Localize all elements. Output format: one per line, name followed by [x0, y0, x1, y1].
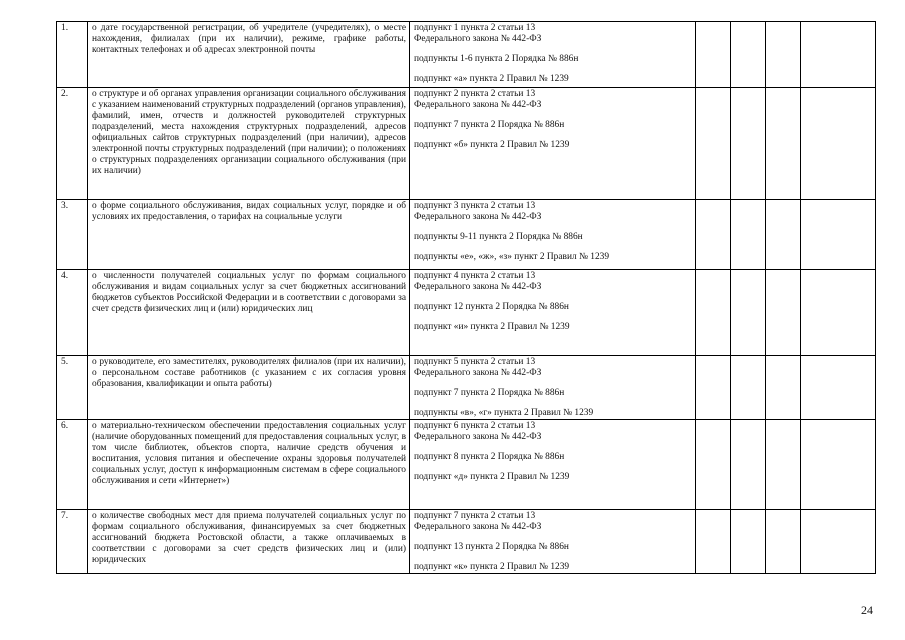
reference-line: подпункты «в», «г» пункта 2 Правил № 1239	[414, 408, 594, 418]
requirement-text: о структуре и об органах управления организации социального обслуживания с указанием наименований структурных подразделений (органов управления), фамилий, имен, отчеств и должностей руководителей структурных подразделений, места нахождения структурных подразделений, адресов официальных сайтов структурных подразделений (при наличии), адресов электронной почты структурных подразделений (при наличии); о положениях о структурных подразделениях организации социального обслуживания (при их наличии)	[92, 89, 406, 176]
table-row	[57, 88, 876, 200]
requirement-description	[88, 200, 410, 270]
empty-cell	[731, 510, 766, 574]
legal-reference	[410, 356, 696, 420]
reference-line: подпункт 12 пункта 2 Порядка № 886н	[414, 302, 569, 312]
reference-line: подпункт «б» пункта 2 Правил № 1239	[414, 140, 570, 150]
empty-cell	[731, 270, 766, 356]
requirement-description	[88, 356, 410, 420]
empty-cell	[696, 22, 731, 88]
empty-cell	[696, 356, 731, 420]
requirement-description	[88, 22, 410, 88]
requirement-description	[88, 270, 410, 356]
legal-reference	[410, 270, 696, 356]
empty-cell	[801, 88, 876, 200]
document-table	[56, 21, 876, 574]
requirement-text: о количестве свободных мест для приема получателей социальных услуг по формам социального обслуживания, финансируемых за счет бюджетных ассигнований бюджета Ростовской области, а также оплачиваемых в соответствии с договорами за счет средств физических лиц и (или) юридических	[92, 511, 406, 565]
reference-line: подпункт 13 пункта 2 Порядка № 886н	[414, 542, 569, 552]
reference-line: Федерального закона № 442-ФЗ	[414, 34, 542, 44]
reference-line: подпункт «к» пункта 2 Правил № 1239	[414, 562, 570, 572]
reference-line: подпункт 6 пункта 2 статьи 13	[414, 421, 536, 431]
row-number: 3.	[57, 200, 88, 270]
reference-line: подпункт 3 пункта 2 статьи 13	[414, 201, 536, 211]
legal-reference	[410, 200, 696, 270]
reference-line: Федерального закона № 442-ФЗ	[414, 212, 542, 222]
requirement-description	[88, 88, 410, 200]
reference-line: подпункт 7 пункта 2 Порядка № 886н	[414, 388, 565, 398]
table-row	[57, 356, 876, 420]
requirement-text: о материально-техническом обеспечении предоставления социальных услуг (наличие оборудованных помещений для предоставления социальных услуг, в том числе библиотек, объектов спорта, наличие средств обучения и воспитания, условия питания и обеспечение охраны здоровья получателей социальных услуг, доступ к информационным системам в сфере социального обслуживания и сети «Интернет»)	[92, 421, 406, 486]
reference-line: Федерального закона № 442-ФЗ	[414, 368, 542, 378]
empty-cell	[731, 88, 766, 200]
empty-cell	[801, 510, 876, 574]
empty-cell	[731, 22, 766, 88]
reference-line: подпункт 1 пункта 2 статьи 13	[414, 23, 536, 33]
reference-line: подпункты 9-11 пункта 2 Порядка № 886н	[414, 232, 583, 242]
table-row	[57, 22, 876, 88]
empty-cell	[766, 420, 801, 510]
row-number: 6.	[57, 420, 88, 510]
legal-reference	[410, 22, 696, 88]
empty-cell	[766, 510, 801, 574]
reference-line: подпункт 7 пункта 2 статьи 13	[414, 511, 536, 521]
empty-cell	[801, 200, 876, 270]
requirement-text: о форме социального обслуживания, видах социальных услуг, порядке и об условиях их предоставления, о тарифах на социальные услуги	[92, 201, 406, 222]
empty-cell	[731, 200, 766, 270]
row-number: 5.	[57, 356, 88, 420]
reference-line: Федерального закона № 442-ФЗ	[414, 522, 542, 532]
table-row	[57, 510, 876, 574]
legal-reference	[410, 88, 696, 200]
reference-line: подпункт «д» пункта 2 Правил № 1239	[414, 472, 570, 482]
reference-line: подпункты 1-6 пункта 2 Порядка № 886н	[414, 54, 579, 64]
reference-line: подпункт 8 пункта 2 Порядка № 886н	[414, 452, 565, 462]
reference-line: подпункт 4 пункта 2 статьи 13	[414, 271, 536, 281]
empty-cell	[766, 200, 801, 270]
empty-cell	[696, 420, 731, 510]
requirement-text: о руководителе, его заместителях, руководителях филиалов (при их наличии), о персональном составе работников (с указанием с их согласия уровня образования, квалификации и опыта работы)	[92, 357, 406, 389]
reference-line: подпункты «е», «ж», «з» пункт 2 Правил № 1239	[414, 252, 610, 262]
reference-line: Федерального закона № 442-ФЗ	[414, 100, 542, 110]
row-number: 2.	[57, 88, 88, 200]
reference-line: подпункт 2 пункта 2 статьи 13	[414, 89, 536, 99]
requirement-description	[88, 420, 410, 510]
table-row	[57, 420, 876, 510]
reference-line: подпункт 7 пункта 2 Порядка № 886н	[414, 120, 565, 130]
empty-cell	[766, 270, 801, 356]
empty-cell	[766, 356, 801, 420]
empty-cell	[766, 88, 801, 200]
empty-cell	[801, 356, 876, 420]
requirement-text: о дате государственной регистрации, об учредителе (учредителях), о месте нахождения, филиалах (при их наличии), режиме, графике работы, контактных телефонах и об адресах электронной почты	[92, 23, 406, 55]
empty-cell	[696, 510, 731, 574]
empty-cell	[766, 22, 801, 88]
page-number: 24	[861, 603, 873, 617]
requirement-description	[88, 510, 410, 574]
empty-cell	[696, 200, 731, 270]
row-number: 7.	[57, 510, 88, 574]
reference-line: подпункт «а» пункта 2 Правил № 1239	[414, 74, 569, 84]
empty-cell	[731, 420, 766, 510]
reference-line: Федерального закона № 442-ФЗ	[414, 282, 542, 292]
legal-reference	[410, 420, 696, 510]
reference-line: подпункт 5 пункта 2 статьи 13	[414, 357, 536, 367]
reference-line: подпункт «и» пункта 2 Правил № 1239	[414, 322, 570, 332]
empty-cell	[731, 356, 766, 420]
table-row	[57, 200, 876, 270]
empty-cell	[696, 88, 731, 200]
table-row	[57, 270, 876, 356]
empty-cell	[801, 420, 876, 510]
reference-line: Федерального закона № 442-ФЗ	[414, 432, 542, 442]
requirement-text: о численности получателей социальных услуг по формам социального обслуживания и видам социальных услуг за счет бюджетных ассигнований бюджетов субъектов Российской Федерации и в соответствии с договорами за счет средств физических лиц и (или) юридических лиц	[92, 271, 406, 314]
legal-reference	[410, 510, 696, 574]
empty-cell	[801, 270, 876, 356]
empty-cell	[801, 22, 876, 88]
row-number: 1.	[57, 22, 88, 88]
row-number: 4.	[57, 270, 88, 356]
empty-cell	[696, 270, 731, 356]
